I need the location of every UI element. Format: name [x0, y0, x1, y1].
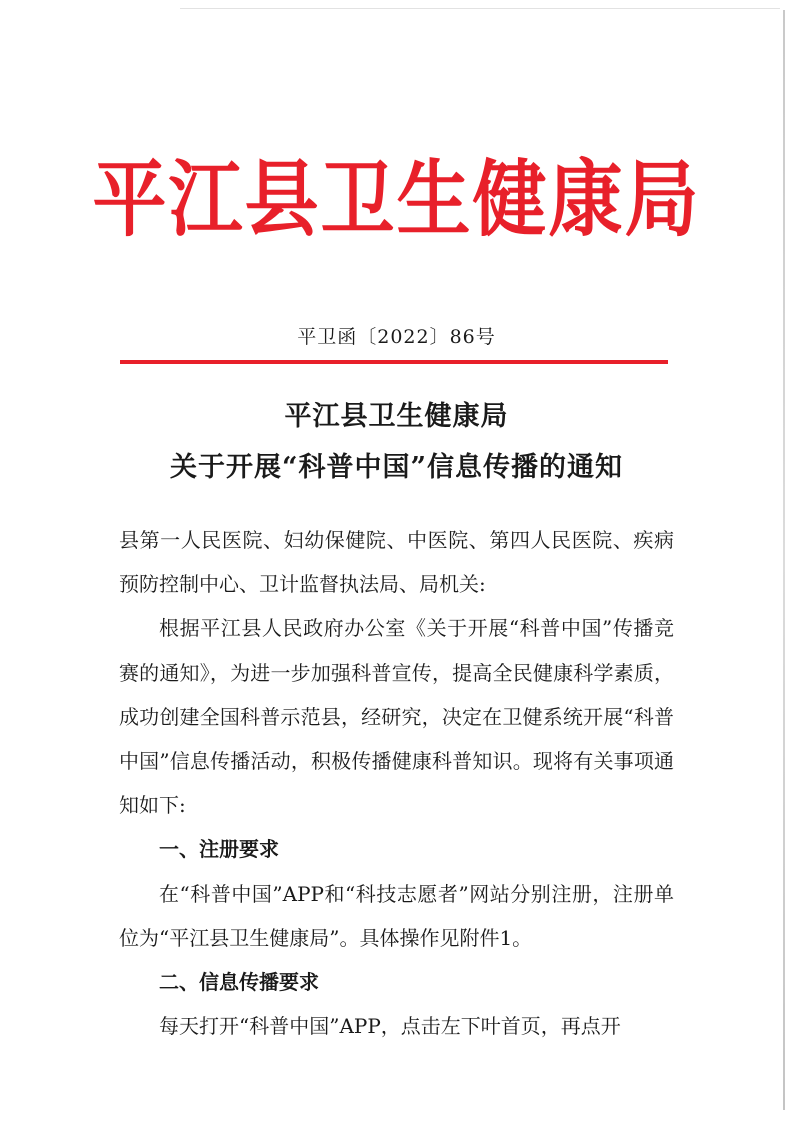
section-1-text: 在“科普中国”APP和“科技志愿者”网站分别注册，注册单位为“平江县卫生健康局”。具体操作见附件1。: [119, 881, 674, 950]
document-body: [119, 518, 674, 1048]
title-line-2: 关于开展“科普中国”信息传播的通知: [169, 452, 624, 483]
section-2-heading: 二、信息传播要求: [159, 970, 319, 995]
paragraph-1: 根据平江县人民政府办公室《关于开展“科普中国”传播竞赛的通知》，为进一步加强科普宣传，提高全民健康科学素质，成功创建全国科普示范县，经研究，决定在卫健系统开展“科普中国”信息传播活动，积极传播健康科普知识。现将有关事项通知如下:: [119, 616, 674, 818]
addressee: 县第一人民医院、妇幼保健院、中医院、第四人民医院、疾病预防控制中心、卫计监督执法局、局机关:: [119, 528, 674, 597]
masthead: 平江县卫生健康局: [92, 151, 701, 249]
red-divider-line: [120, 360, 668, 364]
document-number: 平卫函〔2022〕86号: [297, 326, 496, 348]
section-2-text: 每天打开“科普中国”APP，点击左下叶首页，再点开: [159, 1014, 621, 1039]
section-1-heading: 一、注册要求: [159, 837, 279, 862]
scan-edge-top: [180, 8, 780, 9]
title-line-1: 平江县卫生健康局: [284, 401, 509, 432]
